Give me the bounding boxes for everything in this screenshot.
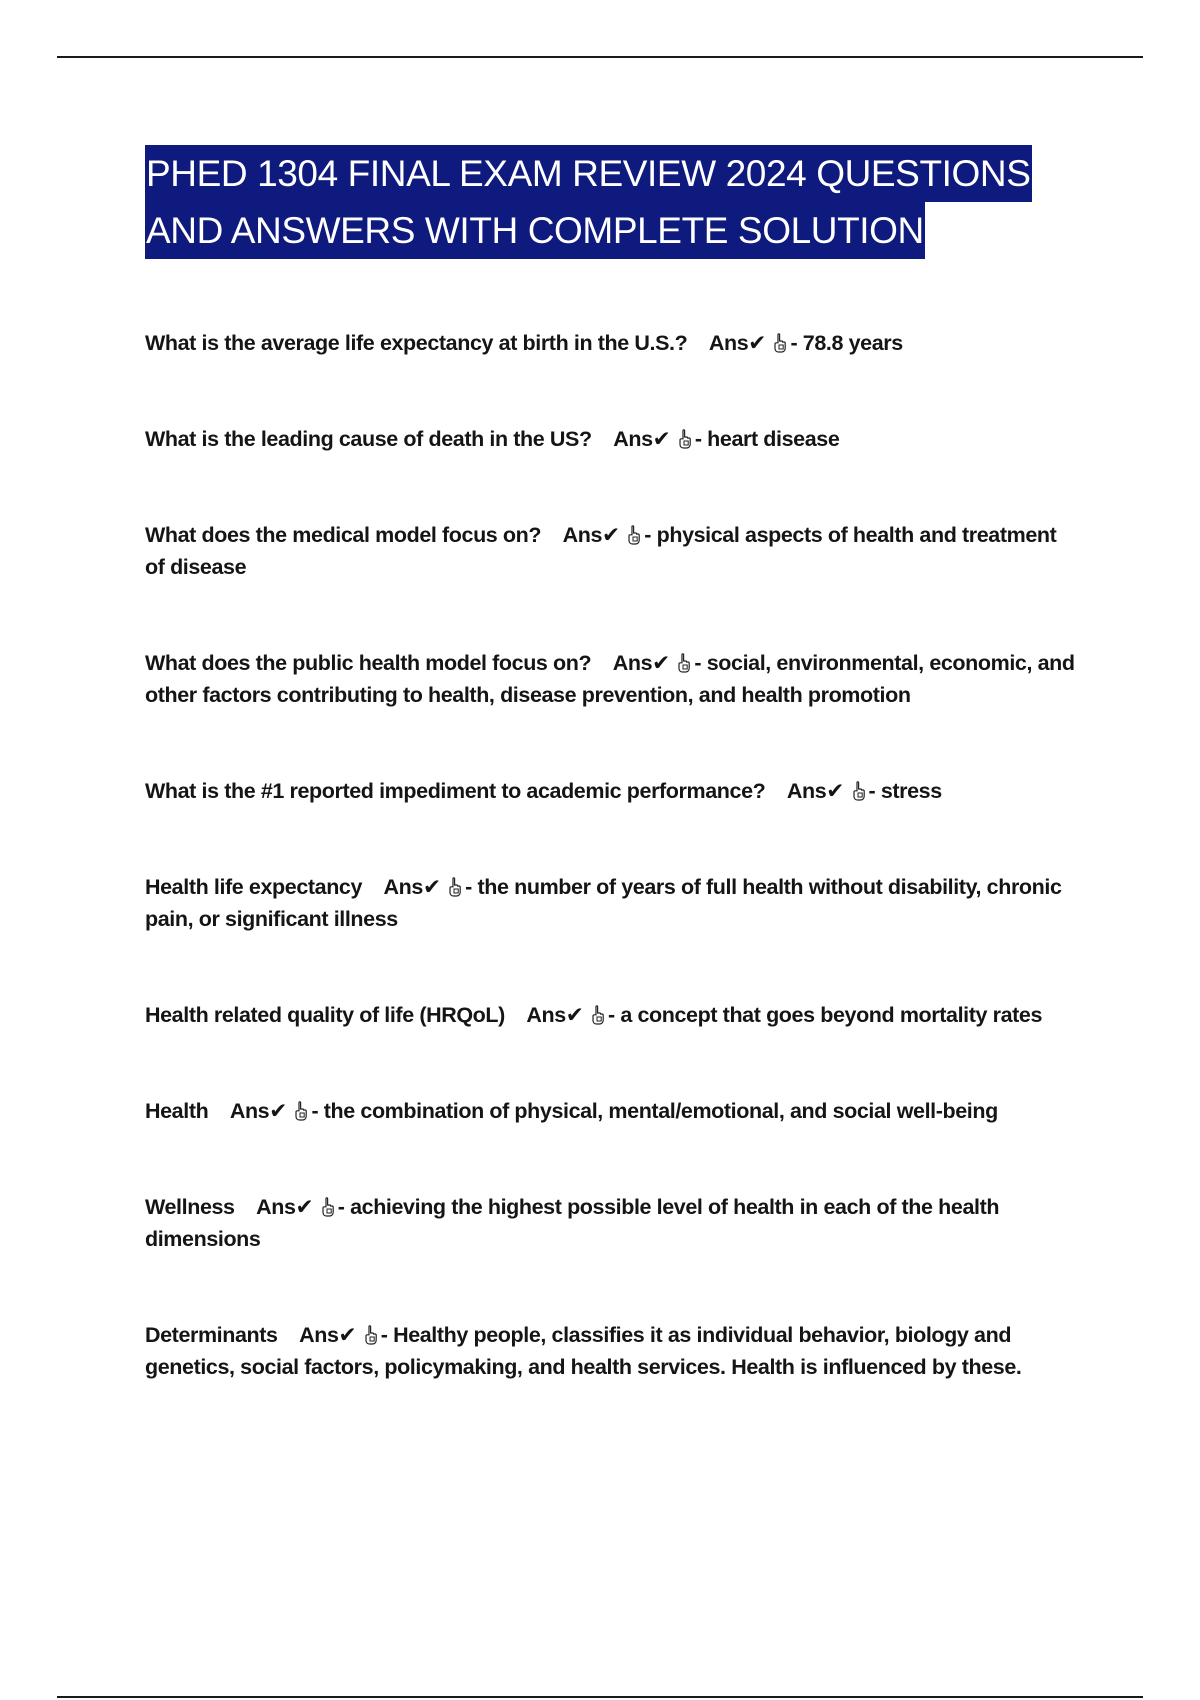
answer-text: - stress (868, 779, 942, 803)
qa-item (145, 1319, 1080, 1383)
pointing-hand-icon (773, 333, 787, 353)
question-text: What is the #1 reported impediment to academic performance? (145, 779, 766, 803)
answer-marker: Ans✔ (612, 651, 670, 675)
qa-item (145, 423, 1080, 455)
title-line-1: PHED 1304 FINAL EXAM REVIEW 2024 QUESTIONS (145, 145, 1032, 202)
question-text: Health related quality of life (HRQoL) (145, 1003, 505, 1027)
qa-item (145, 327, 1080, 359)
question-text: What is the average life expectancy at birth in the U.S.? (145, 331, 688, 355)
title-line-2: AND ANSWERS WITH COMPLETE SOLUTION (145, 202, 925, 259)
qa-item (145, 871, 1080, 935)
pointing-hand-icon (591, 1005, 605, 1025)
answer-marker: Ans✔ (613, 427, 671, 451)
question-text: What is the leading cause of death in the US? (145, 427, 592, 451)
qa-list (145, 327, 1080, 1383)
pointing-hand-icon (627, 525, 641, 545)
question-text: Determinants (145, 1323, 278, 1347)
answer-text: - the number of years of full health without disability, chronic pain, or significant illness (145, 875, 1062, 931)
question-text: Health life expectancy (145, 875, 363, 899)
pointing-hand-icon (677, 653, 691, 673)
answer-text: - achieving the highest possible level of health in each of the health dimensions (145, 1195, 1000, 1251)
qa-item (145, 647, 1080, 711)
qa-item (145, 999, 1080, 1031)
answer-text: - the combination of physical, mental/emotional, and social well-being (311, 1099, 998, 1123)
answer-marker: Ans✔ (299, 1323, 357, 1347)
answer-marker: Ans✔ (383, 875, 441, 899)
pointing-hand-icon (852, 781, 866, 801)
pointing-hand-icon (364, 1325, 378, 1345)
answer-marker: Ans✔ (526, 1003, 584, 1027)
top-divider (57, 56, 1143, 58)
answer-text: - a concept that goes beyond mortality rates (608, 1003, 1043, 1027)
answer-marker: Ans✔ (786, 779, 844, 803)
answer-marker: Ans✔ (229, 1099, 287, 1123)
document-title (145, 145, 1105, 259)
qa-item (145, 519, 1080, 583)
answer-marker: Ans✔ (708, 331, 766, 355)
answer-marker: Ans✔ (256, 1195, 314, 1219)
question-text: Wellness (145, 1195, 235, 1219)
pointing-hand-icon (294, 1101, 308, 1121)
pointing-hand-icon (321, 1197, 335, 1217)
qa-item (145, 775, 1080, 807)
answer-text: - physical aspects of health and treatment of disease (145, 523, 1057, 579)
pointing-hand-icon (678, 429, 692, 449)
qa-item (145, 1095, 1080, 1127)
answer-text: - heart disease (694, 427, 840, 451)
question-text: What does the medical model focus on? (145, 523, 542, 547)
question-text: What does the public health model focus on? (145, 651, 592, 675)
pointing-hand-icon (448, 877, 462, 897)
question-text: Health (145, 1099, 209, 1123)
answer-marker: Ans✔ (562, 523, 620, 547)
bottom-divider (57, 1696, 1143, 1698)
answer-text: - 78.8 years (790, 331, 903, 355)
answer-text: - social, environmental, economic, and other factors contributing to health, disease prevention, and health promotion (145, 651, 1075, 707)
qa-item (145, 1191, 1080, 1255)
answer-text: - Healthy people, classifies it as individual behavior, biology and genetics, social factors, policymaking, and health services. Health is influenced by these. (145, 1323, 1022, 1379)
